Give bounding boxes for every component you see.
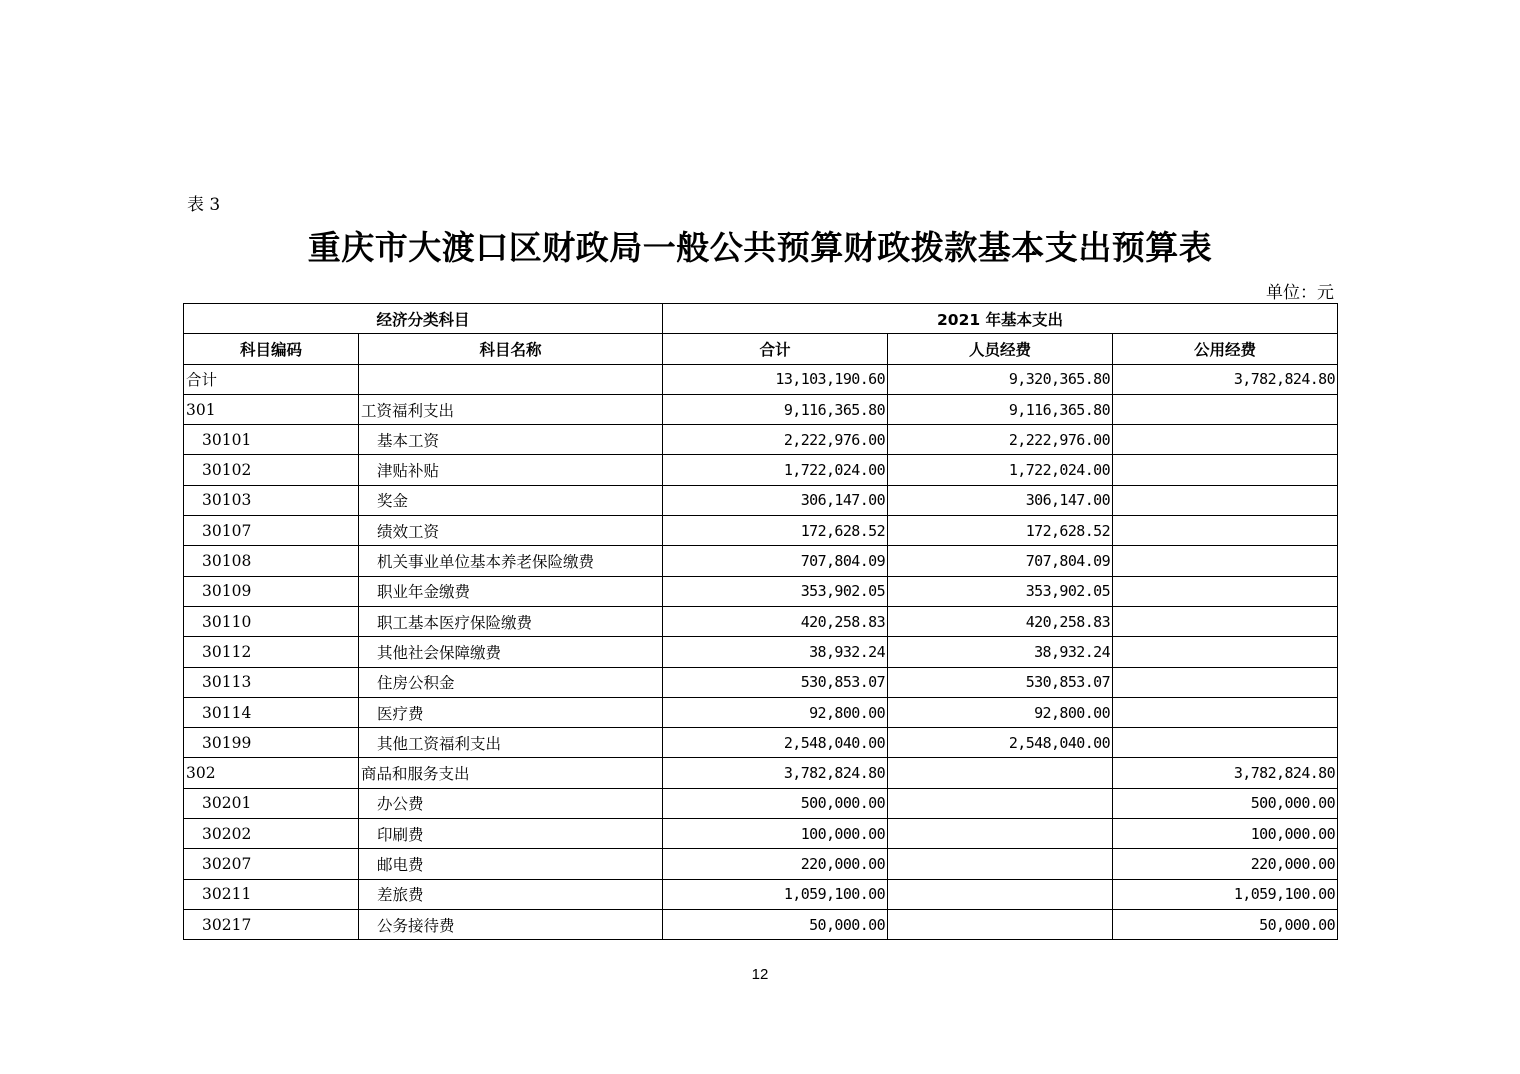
cell-subject-name: 公务接待费 — [359, 909, 663, 939]
cell-public-expense — [1113, 516, 1338, 546]
header-economic-classification: 经济分类科目 — [184, 304, 663, 334]
table-row — [184, 909, 1338, 939]
budget-table — [183, 303, 1338, 940]
cell-subject-name: 职业年金缴费 — [359, 576, 663, 606]
cell-subject-code: 30199 — [184, 728, 359, 758]
cell-public-expense: 1,059,100.00 — [1113, 879, 1338, 909]
cell-public-expense: 500,000.00 — [1113, 788, 1338, 818]
table-row — [184, 697, 1338, 727]
cell-public-expense — [1113, 394, 1338, 424]
cell-public-expense — [1113, 637, 1338, 667]
cell-subject-code: 30107 — [184, 516, 359, 546]
cell-personnel-expense: 92,800.00 — [888, 697, 1113, 727]
table-row — [184, 637, 1338, 667]
cell-subject-code: 30110 — [184, 606, 359, 636]
table-row — [184, 516, 1338, 546]
cell-subject-name: 差旅费 — [359, 879, 663, 909]
table-row — [184, 819, 1338, 849]
cell-personnel-expense: 1,722,024.00 — [888, 455, 1113, 485]
header-column-row — [184, 334, 1338, 364]
cell-public-expense: 50,000.00 — [1113, 909, 1338, 939]
cell-total: 2,222,976.00 — [663, 425, 888, 455]
cell-personnel-expense: 306,147.00 — [888, 485, 1113, 515]
header-group-row — [184, 304, 1338, 334]
cell-public-expense — [1113, 667, 1338, 697]
table-row — [184, 667, 1338, 697]
cell-personnel-expense: 2,548,040.00 — [888, 728, 1113, 758]
table-row — [184, 758, 1338, 788]
cell-total: 707,804.09 — [663, 546, 888, 576]
cell-subject-name: 工资福利支出 — [359, 394, 663, 424]
cell-personnel-expense — [888, 819, 1113, 849]
cell-subject-code: 30108 — [184, 546, 359, 576]
cell-subject-name: 邮电费 — [359, 849, 663, 879]
cell-total: 306,147.00 — [663, 485, 888, 515]
cell-total: 220,000.00 — [663, 849, 888, 879]
table-row — [184, 364, 1338, 394]
cell-subject-code: 30114 — [184, 697, 359, 727]
cell-total: 13,103,190.60 — [663, 364, 888, 394]
cell-total: 9,116,365.80 — [663, 394, 888, 424]
cell-public-expense — [1113, 576, 1338, 606]
cell-subject-name: 商品和服务支出 — [359, 758, 663, 788]
cell-subject-name: 其他工资福利支出 — [359, 728, 663, 758]
header-subject-code: 科目编码 — [184, 334, 359, 364]
cell-subject-name: 机关事业单位基本养老保险缴费 — [359, 546, 663, 576]
page-title: 重庆市大渡口区财政局一般公共预算财政拨款基本支出预算表 — [307, 228, 1213, 267]
cell-public-expense — [1113, 425, 1338, 455]
cell-subject-code: 30113 — [184, 667, 359, 697]
table-row — [184, 394, 1338, 424]
cell-personnel-expense: 353,902.05 — [888, 576, 1113, 606]
cell-subject-name: 绩效工资 — [359, 516, 663, 546]
cell-subject-code: 30112 — [184, 637, 359, 667]
cell-subject-code: 30101 — [184, 425, 359, 455]
unit-label: 单位：元 — [1266, 283, 1334, 303]
table-row — [184, 728, 1338, 758]
cell-subject-name: 职工基本医疗保险缴费 — [359, 606, 663, 636]
header-public-expense: 公用经费 — [1113, 334, 1338, 364]
cell-personnel-expense: 9,116,365.80 — [888, 394, 1113, 424]
cell-personnel-expense: 530,853.07 — [888, 667, 1113, 697]
cell-public-expense — [1113, 697, 1338, 727]
cell-total: 92,800.00 — [663, 697, 888, 727]
cell-personnel-expense — [888, 758, 1113, 788]
cell-total: 1,059,100.00 — [663, 879, 888, 909]
table-row — [184, 849, 1338, 879]
cell-personnel-expense: 707,804.09 — [888, 546, 1113, 576]
table-row — [184, 788, 1338, 818]
table-label: 表 3 — [187, 195, 221, 215]
cell-public-expense: 3,782,824.80 — [1113, 364, 1338, 394]
cell-total: 38,932.24 — [663, 637, 888, 667]
cell-subject-code: 30102 — [184, 455, 359, 485]
table-row — [184, 879, 1338, 909]
cell-total: 172,628.52 — [663, 516, 888, 546]
cell-total: 420,258.83 — [663, 606, 888, 636]
header-total: 合计 — [663, 334, 888, 364]
cell-subject-name: 住房公积金 — [359, 667, 663, 697]
cell-total: 50,000.00 — [663, 909, 888, 939]
cell-subject-code: 30109 — [184, 576, 359, 606]
table-row — [184, 576, 1338, 606]
cell-personnel-expense: 38,932.24 — [888, 637, 1113, 667]
cell-subject-code: 30201 — [184, 788, 359, 818]
cell-public-expense: 3,782,824.80 — [1113, 758, 1338, 788]
table-body — [184, 364, 1338, 940]
cell-personnel-expense — [888, 909, 1113, 939]
cell-subject-code: 30217 — [184, 909, 359, 939]
header-subject-name: 科目名称 — [359, 334, 663, 364]
header-personnel-expense: 人员经费 — [888, 334, 1113, 364]
cell-total: 3,782,824.80 — [663, 758, 888, 788]
cell-personnel-expense — [888, 849, 1113, 879]
cell-subject-code: 30207 — [184, 849, 359, 879]
cell-personnel-expense: 420,258.83 — [888, 606, 1113, 636]
table-row — [184, 485, 1338, 515]
cell-total: 353,902.05 — [663, 576, 888, 606]
cell-subject-name: 津贴补贴 — [359, 455, 663, 485]
cell-total: 530,853.07 — [663, 667, 888, 697]
cell-subject-code: 302 — [184, 758, 359, 788]
cell-personnel-expense — [888, 879, 1113, 909]
cell-personnel-expense: 9,320,365.80 — [888, 364, 1113, 394]
cell-personnel-expense: 172,628.52 — [888, 516, 1113, 546]
cell-public-expense: 100,000.00 — [1113, 819, 1338, 849]
cell-subject-name: 办公费 — [359, 788, 663, 818]
cell-subject-name — [359, 364, 663, 394]
page-number: 12 — [751, 966, 769, 983]
table-row — [184, 455, 1338, 485]
cell-public-expense: 220,000.00 — [1113, 849, 1338, 879]
header-basic-expenditure: 2021 年基本支出 — [663, 304, 1338, 334]
cell-subject-code: 30202 — [184, 819, 359, 849]
cell-public-expense — [1113, 728, 1338, 758]
cell-personnel-expense — [888, 788, 1113, 818]
cell-subject-name: 其他社会保障缴费 — [359, 637, 663, 667]
cell-personnel-expense: 2,222,976.00 — [888, 425, 1113, 455]
cell-public-expense — [1113, 606, 1338, 636]
cell-public-expense — [1113, 546, 1338, 576]
cell-subject-code: 30211 — [184, 879, 359, 909]
cell-subject-code: 合计 — [184, 364, 359, 394]
table-row — [184, 546, 1338, 576]
cell-subject-name: 印刷费 — [359, 819, 663, 849]
cell-subject-code: 30103 — [184, 485, 359, 515]
table-row — [184, 425, 1338, 455]
cell-subject-name: 医疗费 — [359, 697, 663, 727]
table-row — [184, 606, 1338, 636]
cell-subject-name: 奖金 — [359, 485, 663, 515]
cell-total: 1,722,024.00 — [663, 455, 888, 485]
cell-subject-name: 基本工资 — [359, 425, 663, 455]
cell-total: 100,000.00 — [663, 819, 888, 849]
cell-public-expense — [1113, 455, 1338, 485]
cell-subject-code: 301 — [184, 394, 359, 424]
cell-total: 500,000.00 — [663, 788, 888, 818]
cell-public-expense — [1113, 485, 1338, 515]
cell-total: 2,548,040.00 — [663, 728, 888, 758]
